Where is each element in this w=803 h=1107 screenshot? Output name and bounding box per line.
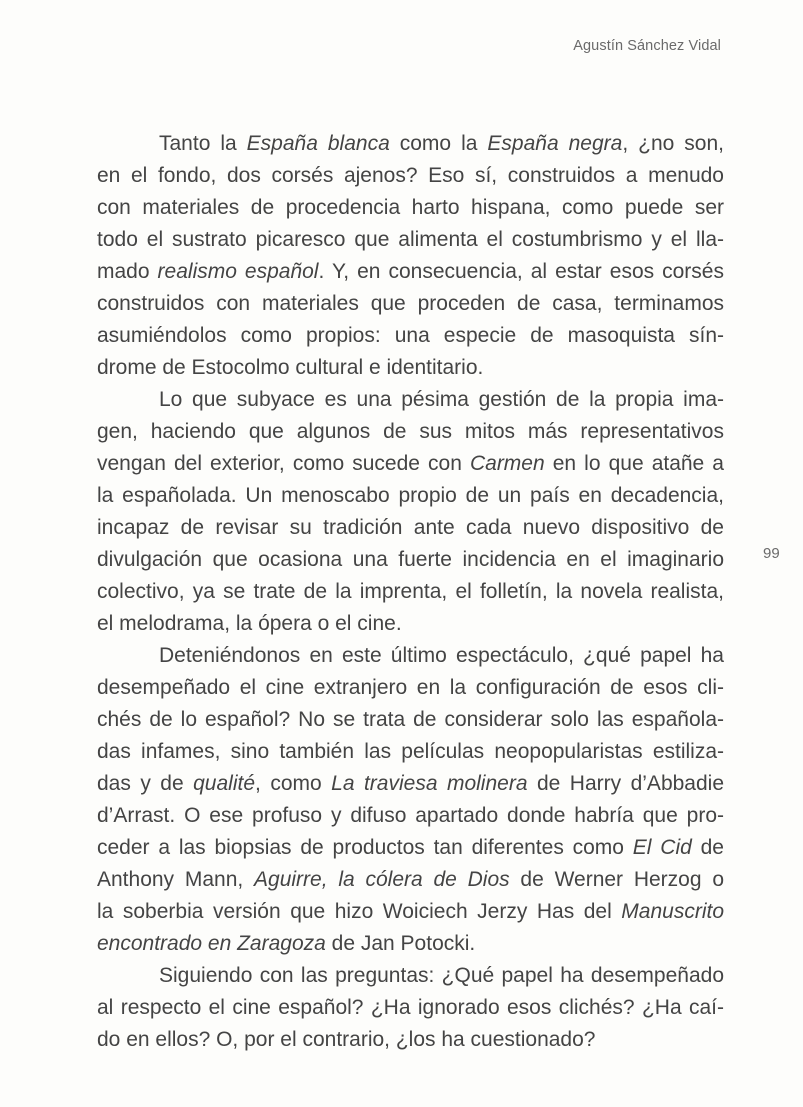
text-line xyxy=(97,896,724,928)
text-line xyxy=(97,384,724,416)
italic-run: Aguirre, la cólera de Dios xyxy=(254,868,510,891)
text-line xyxy=(97,992,724,1024)
text-line xyxy=(97,224,724,256)
italic-run: qualité xyxy=(193,772,256,795)
text-run: de Harry d’Abbadie xyxy=(527,772,724,795)
text-line xyxy=(97,320,724,352)
text-run: , ¿no son, xyxy=(622,132,724,155)
text-line xyxy=(97,480,724,512)
text-run: el melodrama, la ópera o el cine. xyxy=(97,612,402,635)
body-text xyxy=(97,128,724,1056)
text-line xyxy=(97,160,724,192)
text-run: . Y, en consecuencia, al estar esos corsés xyxy=(318,260,724,283)
text-line xyxy=(97,256,724,288)
text-run: la soberbia versión que hizo Woiciech Jerzy Has del xyxy=(97,900,622,923)
text-line xyxy=(97,512,724,544)
text-run: de Jan Potocki. xyxy=(325,932,476,955)
text-line xyxy=(97,928,724,960)
italic-run: La traviesa molinera xyxy=(331,772,528,795)
text-run: das infames, sino también las películas neopopularistas estiliza- xyxy=(97,740,724,763)
text-line xyxy=(97,704,724,736)
text-line xyxy=(97,416,724,448)
page-number: 99 xyxy=(763,545,780,562)
italic-run: España blanca xyxy=(246,132,390,155)
text-run: Anthony Mann, xyxy=(97,868,255,891)
text-line xyxy=(97,192,724,224)
text-run: do en ellos? O, por el contrario, ¿los ha cuestionado? xyxy=(97,1028,596,1051)
text-run: de xyxy=(691,836,724,859)
italic-run: España negra xyxy=(487,132,623,155)
text-run: Lo que subyace es una pésima gestión de la propia ima- xyxy=(159,388,724,411)
text-line xyxy=(97,864,724,896)
text-run: mado xyxy=(97,260,158,283)
text-run: Tanto la xyxy=(159,132,247,155)
text-run: das y de xyxy=(97,772,194,795)
italic-run: Manuscrito xyxy=(621,900,724,923)
text-run: en el fondo, dos corsés ajenos? Eso sí, construidos a menudo xyxy=(97,164,724,187)
text-line xyxy=(97,608,724,640)
text-run: construidos con materiales que proceden de casa, terminamos xyxy=(97,292,724,315)
text-run: en lo que atañe a xyxy=(544,452,724,475)
text-run: todo el sustrato picaresco que alimenta el costumbrismo y el lla- xyxy=(97,228,724,251)
text-line xyxy=(97,768,724,800)
text-run: colectivo, ya se trate de la imprenta, el folletín, la novela realista, xyxy=(97,580,724,603)
text-line xyxy=(97,800,724,832)
text-run: gen, haciendo que algunos de sus mitos más representativos xyxy=(97,420,724,443)
text-run: Deteniéndonos en este último espectáculo, ¿qué papel ha xyxy=(159,644,724,667)
text-run: drome de Estocolmo cultural e identitario. xyxy=(97,356,484,379)
text-line xyxy=(97,352,724,384)
text-run: de Werner Herzog o xyxy=(509,868,725,891)
text-line xyxy=(97,960,724,992)
text-line xyxy=(97,128,724,160)
text-run: , como xyxy=(255,772,332,795)
italic-run: Carmen xyxy=(469,452,545,475)
text-run: como la xyxy=(389,132,488,155)
text-line xyxy=(97,832,724,864)
text-run: incapaz de revisar su tradición ante cada nuevo dispositivo de xyxy=(97,516,724,539)
text-run: la españolada. Un menoscabo propio de un país en decadencia, xyxy=(97,484,724,507)
italic-run: El Cid xyxy=(632,836,692,859)
text-run: asumiéndolos como propios: una especie de masoquista sín- xyxy=(97,324,724,347)
text-line xyxy=(97,448,724,480)
running-header-author: Agustín Sánchez Vidal xyxy=(573,38,721,54)
text-run: chés de lo español? No se trata de considerar solo las española- xyxy=(97,708,724,731)
text-run: d’Arrast. O ese profuso y difuso apartado donde habría que pro- xyxy=(97,804,724,827)
text-line xyxy=(97,736,724,768)
text-line xyxy=(97,1024,724,1056)
text-run: al respecto el cine español? ¿Ha ignorado esos clichés? ¿Ha caí- xyxy=(97,996,724,1019)
italic-run: encontrado en Zaragoza xyxy=(97,932,326,955)
text-line xyxy=(97,672,724,704)
italic-run: realismo español xyxy=(157,260,319,283)
text-run: divulgación que ocasiona una fuerte incidencia en el imaginario xyxy=(97,548,724,571)
text-line xyxy=(97,288,724,320)
text-line xyxy=(97,544,724,576)
text-run: con materiales de procedencia harto hispana, como puede ser xyxy=(97,196,724,219)
text-run: Siguiendo con las preguntas: ¿Qué papel ha desempeñado xyxy=(159,964,724,987)
text-run: desempeñado el cine extranjero en la configuración de esos cli- xyxy=(97,676,724,699)
text-line xyxy=(97,640,724,672)
text-run: ceder a las biopsias de productos tan diferentes como xyxy=(97,836,633,859)
text-line xyxy=(97,576,724,608)
text-run: vengan del exterior, como sucede con xyxy=(97,452,470,475)
